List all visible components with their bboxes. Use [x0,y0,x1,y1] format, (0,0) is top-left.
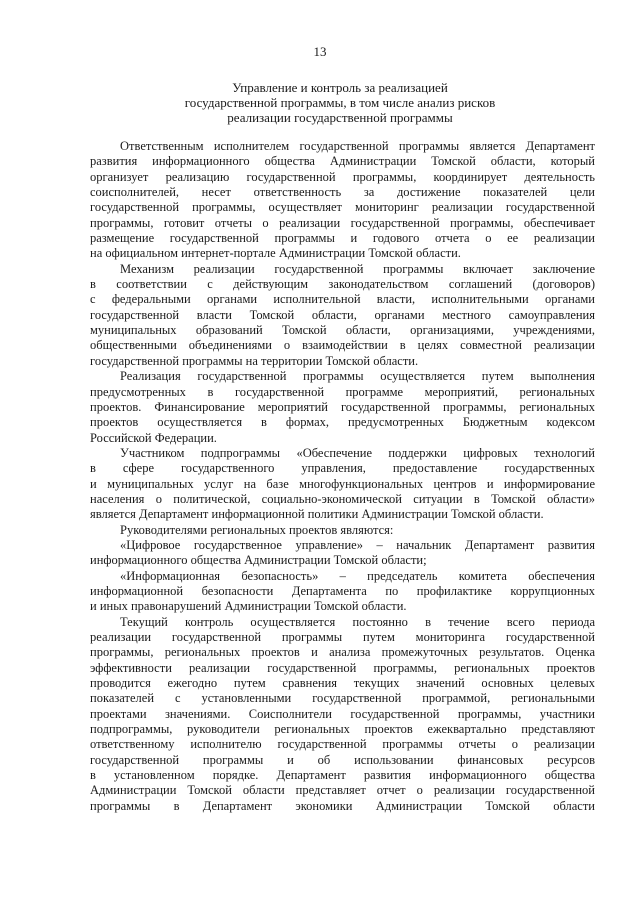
text-line: предусмотренных в государственной программе мероприятий, региональных [90,384,595,399]
text-line: Текущий контроль осуществляется постоянно в течение всего периода [120,614,595,629]
text-line: программы в Департамент экономики Администрации Томской области [90,798,595,813]
text-line: проектов осуществляется в формах, предусмотренных Бюджетным кодексом [90,415,595,430]
text-line: эффективности реализации государственной программы, региональных проектов [90,660,595,675]
text-line: размещение государственной программы и годового отчета о ее реализации [90,231,595,246]
text-line: Администрации Томской области представляет отчет о реализации государственной [90,783,595,798]
text-line: Реализация государственной программы осуществляется путем выполнения [120,369,595,384]
text-line: и муниципальных услуг на базе многофункциональных центров и информирование [90,476,595,491]
text-line: реализации государственной программы путем мониторинга государственной [90,630,595,644]
paragraph [90,538,595,569]
heading-line: Управление и контроль за реализацией [232,80,448,95]
text-line: в установленном порядке. Департамент развития информационного общества [90,768,595,783]
text-line: государственной программы на территории Томской области. [90,353,419,368]
page-number: 13 [313,44,327,59]
text-line: соисполнителей, несет ответственность за достижение показателей цели [90,185,595,200]
text-line: в соответствии с действующим законодательством соглашений (договоров) [90,277,595,292]
paragraph [90,523,595,538]
text-line: проектами значениями. Соисполнители государственной программы, участники [90,706,595,721]
text-line: в сфере государственного управления, предоставление государственных [90,461,595,476]
text-line: подпрограммы, руководители региональных проектов ежеквартально представляют [90,722,595,737]
text-line: информационной безопасности Департамента по профилактике коррупционных [90,583,595,598]
paragraph [90,139,595,262]
text-line: Руководителями региональных проектов являются: [120,522,394,537]
text-line: организует реализацию государственной программы, координирует деятельность [90,169,595,184]
text-line: программы, готовит отчеты о реализации государственной программы, обеспечивает [90,215,595,230]
section-heading [90,80,590,125]
paragraph [90,615,595,814]
text-line: с федеральными органами исполнительной власти, исполнительными органами [90,292,595,307]
text-line: проводится ежегодно путем сравнения текущих значений основных целевых [90,676,595,691]
text-line: проектов. Финансирование мероприятий государственной программы, региональных [90,399,595,414]
text-line: ответственному исполнителю государственной программы отчеты о реализации [90,737,595,752]
heading-line: реализации государственной программы [227,110,453,125]
text-line: государственной программы и об использовании финансовых ресурсов [90,752,595,767]
text-line: государственной власти Томской области, органами местного самоуправления [90,307,595,322]
text-line: «Цифровое государственное управление» – начальник Департамент развития [120,537,595,552]
paragraph [90,262,595,369]
text-line: Участником подпрограммы «Обеспечение поддержки цифровых технологий [120,445,595,460]
text-line: показателей с установленными государственной программой, региональными [90,691,595,706]
text-line: является Департамент информационной политики Администрации Томской области. [90,507,544,522]
text-line: Ответственным исполнителем государственной программы является Департамент [120,139,595,153]
heading-line: государственной программы, в том числе анализ рисков [184,95,496,110]
text-line: информационного общества Администрации Томской области; [90,553,427,568]
text-line: и иных правонарушений Администрации Томской области. [90,599,407,614]
body-text [90,139,595,814]
paragraph [90,569,595,615]
text-line: Механизм реализации государственной программы включает заключение [120,261,595,276]
text-line: муниципальных образований Томской области, организациями, учреждениями, [90,323,595,338]
text-line: общественными объединениями о взаимодействии в целях совместной реализации [90,338,595,353]
text-line: населения о политической, социально-экономической ситуации в Томской области» [90,491,595,506]
text-line: Российской Федерации. [90,430,217,445]
text-line: «Информационная безопасность» – председатель комитета обеспечения [120,568,595,583]
paragraph [90,446,595,523]
text-line: программы, региональных проектов и анализа промежуточных результатов. Оценка [90,645,595,660]
text-line: на официальном интернет-портале Администрации Томской области. [90,246,461,261]
paragraph [90,369,595,446]
text-line: развития информационного общества Администрации Томской области, который [90,154,595,169]
text-line: государственной программы, осуществляет мониторинг реализации государственной [90,200,595,215]
